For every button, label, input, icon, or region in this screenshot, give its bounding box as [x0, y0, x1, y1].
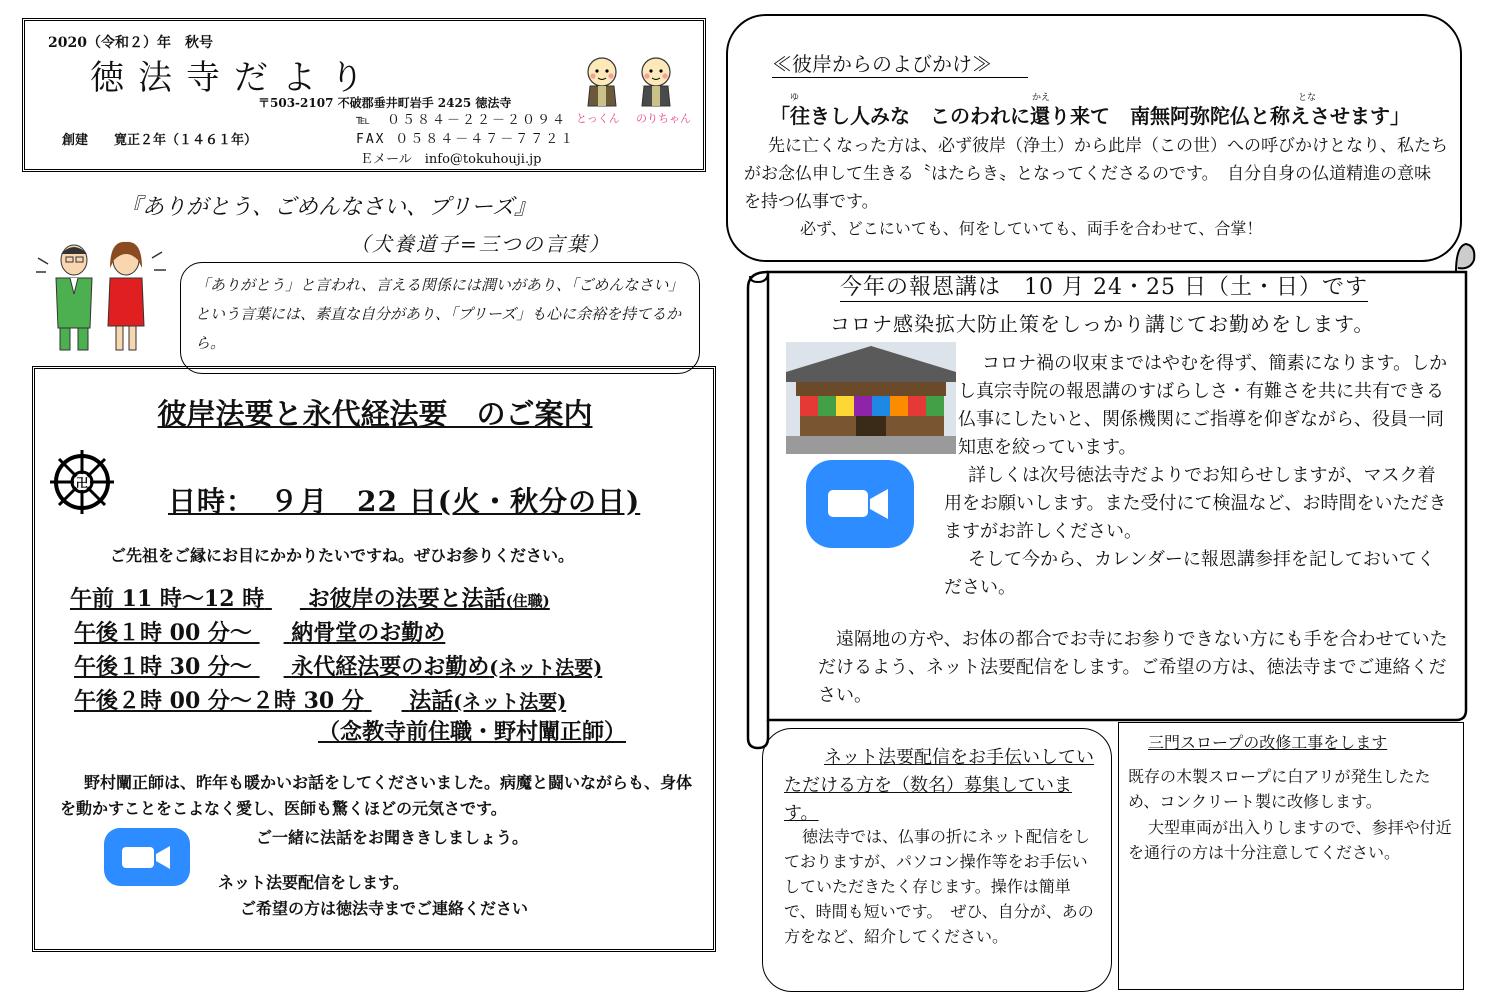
- hoonko-paragraph-4: 遠隔地の方や、お体の都合でお寺にお参りできない方にも手を合わせていただけるよう、ネット法要配信をします。ご希望の方は、徳法寺までご連絡ください。: [818, 629, 1448, 706]
- mascot-tokkun: [588, 58, 616, 106]
- couple-illustration: [30, 238, 170, 356]
- schedule-time: 午後１時 00 分～: [74, 620, 252, 646]
- schedule-note: (ネット法要): [489, 657, 603, 679]
- hoonko-paragraph-1: コロナ禍の収束まではやむを得ず、簡素になります。しかし真宗寺院の報恩講のすばらしさ・有難さを共に共有できる仏事にしたいと、関係機関にご指導を仰ぎながら、役員一同知恵を絞っています。: [958, 353, 1448, 458]
- schedule-row: [74, 650, 602, 681]
- man-figure: [36, 245, 92, 350]
- higan-gassho: 必ず、どこにいても、何をしていても、両手を合わせて、合掌！: [800, 219, 1263, 238]
- volunteer-body: 徳法寺では、仏事の折にネット配信をしておりますが、パソコン操作等をお手伝いしていただきたく存じます。操作は簡単で、時間も短いです。 ぜひ、自分が、あの方をなど、紹介してください。: [784, 827, 1094, 946]
- slope-body: 既存の木製スロープに白アリが発生したため、コンクリート製に改修します。: [1128, 767, 1431, 811]
- three-words-title: 『ありがとう、ごめんなさい、プリーズ』: [120, 195, 537, 220]
- schedule-time: 午後１時 30 分～: [74, 654, 252, 680]
- schedule-event: 永代経法要のお勤め: [291, 654, 490, 680]
- temple-fax: FAX ０５８４－４７－７７２１: [356, 132, 576, 147]
- schedule-row: [74, 684, 566, 715]
- three-words-text: 「ありがとう」と言われ、言える関係には潤いがあり、「ごめんなさい」という言葉には、素直な自分があり、「プリーズ」も心に余裕を持てるから。: [195, 276, 684, 352]
- schedule-time: 午前 11 時～12 時: [70, 586, 265, 612]
- temple-phone: ℡ ０５８４－２２－２０９４: [356, 113, 567, 128]
- lecture-invite: ご一緒に法話をお聞ききしましょう。: [256, 828, 529, 847]
- higan-title: ≪彼岸からのよびかけ≫: [772, 48, 1028, 78]
- schedule-event: 法話: [409, 688, 454, 714]
- mascot-norichan: [642, 58, 670, 106]
- woman-figure: [108, 242, 166, 350]
- hoonko-subtitle: コロナ感染拡大防止策をしっかり講じてお勤めをします。: [830, 312, 1375, 336]
- edition-label: 2020（令和２）年 秋号: [48, 35, 213, 51]
- schedule-row: [70, 582, 550, 613]
- dharma-wheel-icon: [48, 448, 116, 516]
- hoonko-paragraph-2: 詳しくは次号徳法寺だよりでお知らせしますが、マスク着用をお願いします。また受付にて検温など、お時間をいただきますがお許しください。: [944, 465, 1447, 542]
- zoom-camera-icon: [806, 460, 914, 548]
- schedule-note: (ネット法要): [453, 691, 567, 713]
- schedule-note: (住職): [505, 592, 550, 610]
- svg-text:卍: 卍: [75, 476, 89, 490]
- slope-title: 三門スロープの改修工事をします: [1148, 733, 1388, 752]
- higan-body: 先に亡くなった方は、必ず彼岸（浄土）から此岸（この世）への呼びかけとなり、私たちがお念仏申して生きる〝はたらき〟となってくださるのです。 自分自身の仏道精進の意味を持つ仏事です。: [744, 136, 1448, 212]
- newsletter-title: 徳法寺だより: [90, 58, 378, 98]
- volunteer-title: ネット法要配信をお手伝いしていただける方を（数名）募集しています。: [784, 747, 1094, 824]
- ruby-yu: ゆ: [790, 93, 800, 103]
- ruby-tona: とな: [1298, 93, 1317, 103]
- zoom-camera-icon: [104, 828, 190, 886]
- schedule-event: お彼岸の法要と法話: [307, 586, 506, 612]
- temple-address: 〒503-2107 不破郡垂井町岩手 2425 徳法寺: [258, 96, 512, 110]
- net-stream-contact: ご希望の方は徳法寺までご連絡ください: [240, 899, 529, 918]
- schedule-event: 納骨堂のお勤め: [291, 620, 446, 646]
- ruby-kae: かえ: [1032, 93, 1051, 103]
- hoonko-title: 今年の報恩講は 10 月 24・25 日（土・日）です: [840, 270, 1368, 302]
- schedule-row: [74, 616, 445, 647]
- founded-label: 創建 寛正２年（１４６１年）: [62, 133, 258, 148]
- lecturer-description: 野村闡正師は、昨年も暖かいお話をしてくださいました。病魔と闘いながらも、身体を動かすことをこよなく愛し、医師も驚くほどの元気さです。: [60, 773, 693, 818]
- schedule-time: 午後２時 00 分～２時 30 分: [74, 688, 364, 714]
- service-invite: ご先祖をご縁にお目にかかりたいですね。ぜひお参りください。: [110, 546, 575, 565]
- mascot-tokkun-label: とっくん: [576, 112, 620, 125]
- temple-email: Ｅメール info@tokuhouji.jp: [360, 152, 542, 167]
- higan-verse: 「往きし人みな このわれに還り来て 南無阿弥陀仏と称えさせます」: [770, 104, 1410, 128]
- hoonko-paragraph-3: そして今から、カレンダーに報恩講参拝を記しておいてください。: [944, 549, 1435, 598]
- temple-photo: [786, 342, 956, 454]
- service-title: 彼岸法要と永代経法要 のご案内: [157, 397, 593, 431]
- temple-curtains: [800, 396, 944, 416]
- net-stream-note: ネット法要配信をします。: [218, 873, 409, 892]
- three-words-subtitle: （犬養道子=三つの言葉）: [350, 232, 611, 256]
- mascot-norichan-label: のりちゃん: [636, 112, 691, 125]
- three-words-speech-bubble: [180, 262, 700, 374]
- slope-caution: 大型車両が出入りしますので、参拝や付近を通行の方は十分注意してください。: [1128, 818, 1452, 862]
- mascot-illustration: [572, 54, 692, 126]
- service-date: 日時： ９月 22 日(火・秋分の日): [168, 485, 641, 518]
- lecturer-name: （念教寺前住職・野村闡正師）: [318, 719, 627, 745]
